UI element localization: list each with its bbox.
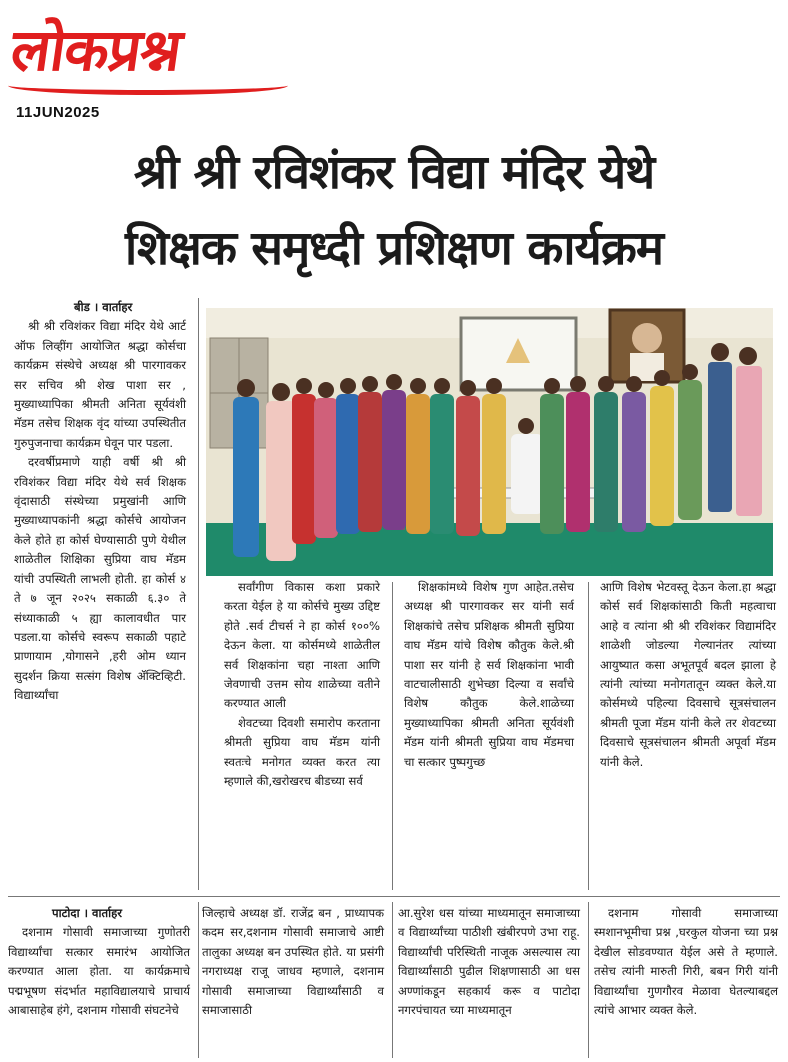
article1-col1-para-1: श्री श्री रविशंकर विद्या मंदिर येथे आर्ट ऑफ लिव्हींग आयोजित श्रद्धा कोर्सचा कार्यक्रम संस्थेचे अध्यक्ष श्री पारगावकर सर सचिव श्री शेख पाशा सर , मुख्याध्यापिका श्रीमती अनिता सूर्यवंशी मॅडम तसेच शिक्षक वृंद यांच्या उपस्थितीत गुरुपुजनाचा कार्यक्रम घेवून पार पडला. [14, 319, 186, 450]
article1-col2-para-1: सर्वांगीण विकास कशा प्रकारे करता येईल हे या कोर्सचे मुख्य उद्दिष्ट होते .सर्व टीचर्स ने हा कोर्स १००% देऊन केला. या कोर्समध्ये शाळेतील सर्व शिक्षकांना चहा नाश्ता आणि जेवणाची उत्तम सोय शाळेच्या वतीने करण्यात आली [224, 580, 380, 711]
column-rule [198, 298, 199, 890]
column-rule [392, 582, 393, 890]
article1-column-1 [14, 298, 186, 706]
headline-line-2: शिक्षक समृध्दी प्रशिक्षण कार्यक्रम [125, 221, 663, 276]
headline-line-1: श्री श्री रविशंकर विद्या मंदिर येथे [133, 145, 655, 200]
article2-column-2 [202, 904, 384, 1020]
column-rule [198, 902, 199, 1058]
column-rule [392, 902, 393, 1058]
article1-col2-para-2: शेवटच्या दिवशी समारोप करताना श्रीमती सुप्रिया वाघ मॅडम यांनी स्वतःचे मनोगत व्यक्त करत त्या म्हणाले की,खरोखरच बीडच्या सर्व [224, 715, 380, 789]
logo-swoosh [8, 76, 288, 95]
article2-col2-para-1: जिल्हाचे अध्यक्ष डॉ. राजेंद्र बन , प्राध्यापक कदम सर,दशनाम गोसावी समाजाचे आष्टी तालुका अध्यक्ष बन उपस्थित होते. या प्रसंगी नगराध्यक्ष राजू जाधव म्हणाले, दशनाम गोसावी समाजाच्या विद्यार्थ्यांसाठी व समाजासाठी [202, 906, 384, 1018]
article1-col4-para-1: आणि विशेष भेटवस्तू देऊन केला.हा श्रद्धा कोर्स सर्व शिक्षकांसाठी किती महत्वाचा आहे व त्यांना श्री श्री रविशंकर विद्यामंदिर शाळेशी जोडल्या गेल्यानंतर त्यांच्या आयुष्यात कसा अभूतपूर्व बदल झाला हे त्यांनी त्यांच्या मनोगतातून व्यक्त केले.या कोर्समध्ये पहिल्या दिवसाचे सूत्रसंचालन श्रीमती पूजा मॅडम यांनी केले तर शेवटच्या दिवसाचे सूत्रसंचालन श्रीमती अपूर्वा मॅडम यांनी केले. [600, 580, 776, 769]
section-rule [8, 896, 780, 897]
article2-column-4 [594, 904, 778, 1020]
article2-column-1 [8, 904, 190, 1020]
article2-col4-para-1: दशनाम गोसावी समाजाच्या स्मशानभूमीचा प्रश्न ,घरकुल योजना च्या प्रश्न देखील सोडवण्यात येईल असे ते म्हणाले. तसेच त्यांनी मारुती गिरी, बबन गिरी यांनी विद्यार्थ्यांचा गुणगौरव मेळावा घेतल्याबद्दल त्यांचे आभार व्यक्त केले. [594, 906, 778, 1018]
article2-col3-para-1: आ.सुरेश धस यांच्या माध्यमातून समाजाच्या व विद्यार्थ्यांच्या पाठीशी खंबीरपणे उभा राहू. विद्यार्थ्यांची परिस्थिती नाजूक असल्यास त्या विद्यार्थ्यांसाठी पुढील शिक्षणासाठी आ धस अण्णांकडून सहकार्य करू व पाटोदा नगरपंचायत च्या माध्यमातून [398, 906, 580, 1018]
article2-dateline: पाटोदा । वार्ताहर [52, 906, 123, 920]
masthead-logo [8, 6, 298, 104]
logo-text: लोकप्रश्न [6, 16, 186, 84]
article1-col3-para-1: शिक्षकांमध्ये विशेष गुण आहेत.तसेच अध्यक्ष श्री पारगावकर सर यांनी सर्व शिक्षकांचे तसेच प्रशिक्षक श्रीमती सुप्रिया वाघ मॅडम यांचे विशेष कौतुक केले.श्री पाशा सर यांनी हे सर्व शिक्षकांना भावी वाटचालीसाठी शुभेच्छा दिल्या व सर्वांचे विशेष कौतुक केले.शाळेच्या मुख्याध्यापिका श्रीमती अनिता सूर्यवंशी मॅडम यांनी श्रीमती सुप्रिया वाघ मॅडमचा चा सत्कार पुष्पगुच्छ [404, 580, 574, 769]
column-rule [588, 902, 589, 1058]
article1-column-3 [404, 578, 574, 772]
article1-dateline: बीड । वार्ताहर [74, 300, 133, 314]
group-photo-image [206, 308, 773, 576]
article1-column-4 [600, 578, 776, 772]
article1-column-2 [224, 578, 380, 791]
article2-col1-para-1: दशनाम गोसावी समाजाच्या गुणोतरी विद्यार्थ्यांचा सत्कार समारंभ आयोजित करण्यात आला होता. या कार्यक्रमाचे पद्मभूषण संदर्भात महाविद्यालयाचे प्राचार्य आबासाहेब हंगे, दशनाम गोसावी संघटनेचे [8, 925, 190, 1018]
article2-column-3 [398, 904, 580, 1020]
publication-date: 11JUN2025 [16, 104, 100, 121]
article1-col1-para-2: दरवर्षीप्रमाणे याही वर्षी श्री श्री रविशंकर विद्या मंदिर येथे सर्व शिक्षक वृंदासाठी संस्थेच्या प्रमुखांनी आणि मुख्याध्यापकांनी श्रद्धा कोर्सचे आयोजन केले होते हा कोर्स घेण्यासाठी पुणे येथील शाळेतील शिक्षिका सुप्रिया वाघ मॅडम यांची उपस्थिती लाभली होती. हा कोर्स ४ ते ७ जून २०२५ सकाळी ६.३० ते संध्याकाळी ५ ह्या कालावधीत पार पडला.या कोर्सचे स्वरूप सकाळी पहाटे प्राणायाम ,योगासने ,हरी ओम ध्यान सुदर्शन क्रिया सत्संग विशेष ॲक्टिव्हिटी. विद्यार्थ्यांचा [14, 455, 186, 703]
column-rule [588, 582, 589, 890]
group-photo [206, 308, 773, 576]
